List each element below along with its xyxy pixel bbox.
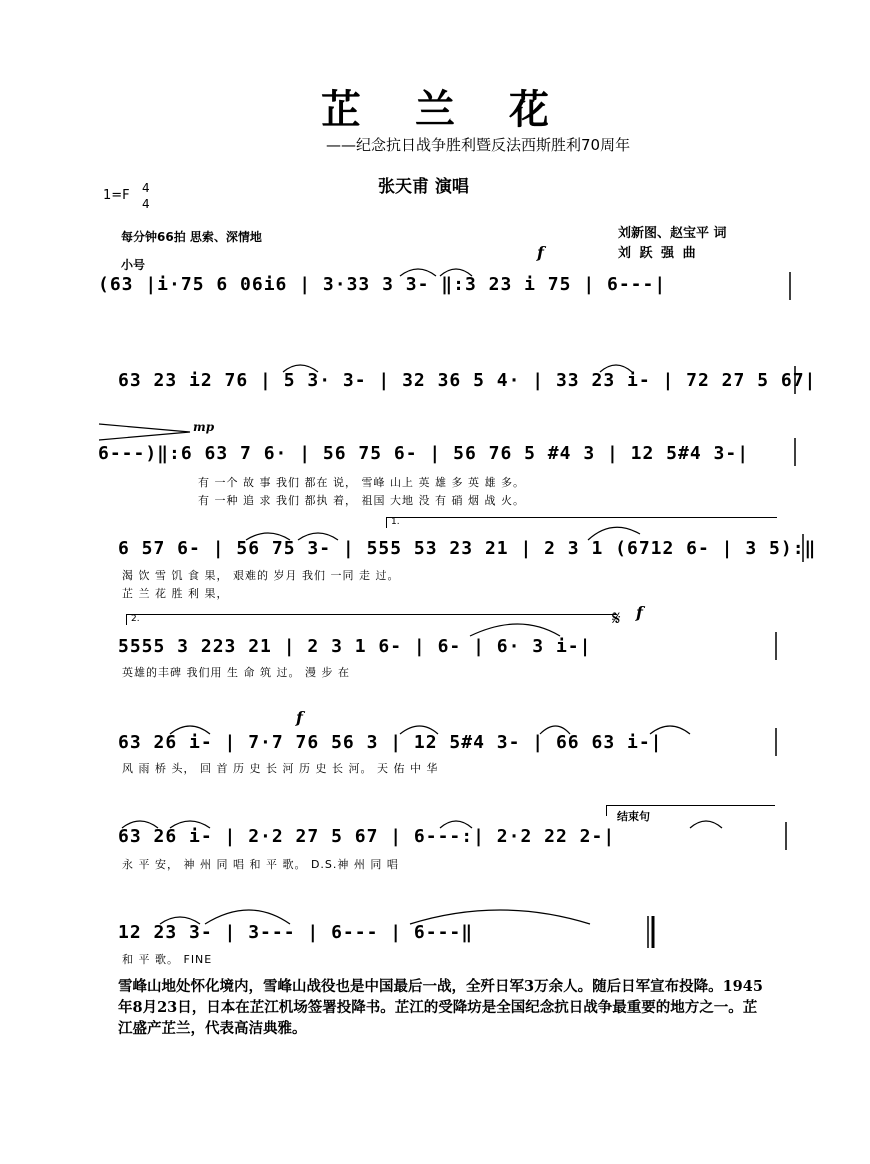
- volta-1-label: 1.: [391, 517, 400, 527]
- composer-credit: 刘 跃 强 曲: [618, 246, 698, 261]
- lyric-line-7: 永 平 安， 神 州 同 唱 和 平 歌。 D.S.神 州 同 唱: [122, 858, 399, 871]
- lyric-line-4b: 芷 兰 花 胜 利 果，: [122, 587, 229, 600]
- lyric-line-5: 英雄的丰碑 我们用 生 命 筑 过。 漫 步 在: [122, 666, 350, 679]
- dynamic-forte-3: f: [296, 708, 303, 727]
- dynamic-mezzo-piano: mp: [193, 420, 215, 434]
- score-line-6: 63 26 i- | 7·7 76 56 3 | 12 5#4 3- | 66 63 i-|: [118, 732, 663, 753]
- slur: [400, 726, 438, 734]
- slur: [440, 821, 472, 828]
- subtitle: ——纪念抗日战争胜利暨反法西斯胜利70周年: [326, 136, 631, 154]
- lyric-line-3a: 有 一个 故 事 我们 都在 说， 雪峰 山上 英 雄 多 英 雄 多。: [198, 476, 525, 489]
- slur: [283, 365, 318, 372]
- score-line-8: 12 23 3- | 3--- | 6--- | 6---‖: [118, 922, 474, 943]
- slur: [588, 527, 640, 540]
- slur: [410, 910, 590, 924]
- slur: [170, 726, 210, 734]
- slur: [122, 821, 158, 828]
- slur: [246, 533, 290, 540]
- meter-bottom: 4: [142, 197, 150, 211]
- decrescendo-hairpin: [99, 424, 190, 440]
- slur: [205, 910, 290, 924]
- key-signature: 1=F: [103, 188, 130, 203]
- page-title: 芷兰花: [321, 86, 603, 133]
- slur: [440, 269, 472, 276]
- lyric-line-4a: 渴 饮 雪 饥 食 果， 艰难的 岁月 我们 一同 走 过。: [122, 569, 400, 582]
- slur: [540, 726, 570, 734]
- score-line-3: 6---)‖:6 63 7 6· | 56 75 6- | 56 76 5 #4 3 | 12 5#4 3-|: [98, 443, 750, 464]
- singer-credit: 张天甫 演唱: [378, 177, 469, 197]
- slur: [470, 624, 560, 636]
- dynamic-forte: f: [537, 243, 544, 262]
- slur: [170, 821, 210, 828]
- dynamic-forte-2: f: [636, 603, 643, 622]
- lyric-line-8: 和 平 歌。 FINE: [122, 953, 213, 966]
- segno-sign: 𝄋: [612, 606, 621, 630]
- slur: [600, 365, 632, 372]
- score-line-4: 6 57 6- | 56 75 3- | 555 53 23 21 | 2 3 1 (6712 6- | 3 5):‖: [118, 538, 817, 559]
- slur: [160, 917, 200, 924]
- ending-label: 结束句: [617, 810, 650, 823]
- slur: [298, 533, 338, 540]
- score-line-5: 5555 3 223 21 | 2 3 1 6- | 6- | 6· 3 i-|: [118, 636, 592, 657]
- volta-2-label: 2.: [131, 614, 140, 624]
- lyric-line-3b: 有 一种 追 求 我们 都执 着， 祖国 大地 没 有 硝 烟 战 火。: [198, 494, 525, 507]
- score-line-2: 63 23 i2 76 | 5 3· 3- | 32 36 5 4· | 33 23 i- | 72 27 5 67|: [118, 370, 817, 391]
- score-line-1: (63 |i·75 6 06i6 | 3·33 3 3- ‖:3 23 i 75 | 6---|: [98, 274, 667, 295]
- lyricist-credit: 刘新图、赵宝平 词: [618, 226, 727, 241]
- instrument-label: 小号: [121, 258, 146, 272]
- tempo-marking: 每分钟66拍 思索、深情地: [121, 230, 262, 244]
- lyric-line-6: 风 雨 桥 头， 回 首 历 史 长 河 历 史 长 河。 天 佑 中 华: [122, 762, 439, 775]
- slur: [690, 821, 722, 828]
- score-line-7: 63 26 i- | 2·2 27 5 67 | 6---:| 2·2 22 2-|: [118, 826, 616, 847]
- historical-note: 雪峰山地处怀化境内，雪峰山战役也是中国最后一战，全歼日军3万余人。随后日军宣布投降。1945年8月23日，日本在芷江机场签署投降书。芷江的受降坊是全国纪念抗日战争最重要的地方之一。芷江盛产芷兰，代表高洁典雅。: [118, 978, 763, 1037]
- slur: [650, 726, 690, 734]
- slur: [400, 269, 436, 276]
- meter-top: 4: [142, 181, 150, 195]
